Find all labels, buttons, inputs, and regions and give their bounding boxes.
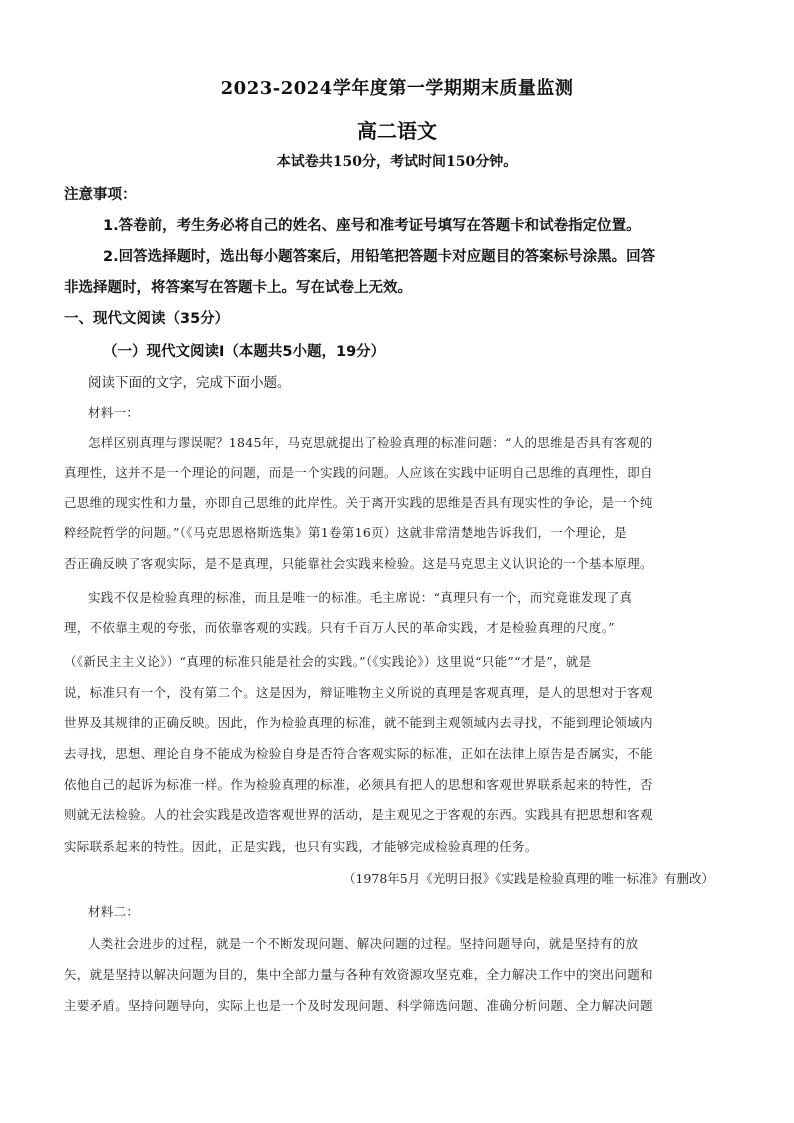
material-1-source: （1978年5月《光明日报》《实践是检验真理的唯一标准》有删改） <box>342 871 714 886</box>
material-2-line: 主要矛盾。坚持问题导向，实际上也是一个及时发现问题、科学筛选问题、准确分析问题、全力解决问题 <box>64 998 653 1013</box>
notice-heading: 注意事项： <box>64 187 137 203</box>
material-1-line: 说，标准只有一个，没有第二个。这是因为，辩证唯物主义所说的真理是客观真理，是人的思想对于客观 <box>64 685 653 700</box>
material-1-line: 去寻找，思想、理论自身不能成为检验自身是否符合客观实际的标准，正如在法律上原告是否属实，不能 <box>64 746 653 761</box>
subject-title: 高二语文 <box>357 119 437 143</box>
material-1-line: 否正确反映了客观实际，是不是真理，只能靠社会实践来检验。这是马克思主义认识论的一个基本原理。 <box>64 556 653 571</box>
material-1-line: （《新民主主义论》）“真理的标准只能是社会的实践。”（《实践论》）这里说“只能”“才是”，就是 <box>64 654 592 669</box>
material-1-line: 己思维的现实性和力量，亦即自己思维的此岸性。关于离开实践的思维是否具有现实性的争论，是一个纯 <box>64 495 653 510</box>
section-heading: 一、现代文阅读（35分） <box>64 311 230 327</box>
material-1-line: 真理性，这并不是一个理论的问题，而是一个实践的问题。人应该在实践中证明自己思维的真理性，即自 <box>64 465 653 480</box>
reading-instruction: 阅读下面的文字，完成下面小题。 <box>88 375 291 391</box>
material-1-line: 世界及其规律的正确反映。因此，作为检验真理的标准，就不能到主观领域内去寻找，不能到理论领域内 <box>64 715 653 730</box>
material-2-label: 材料二： <box>88 904 140 919</box>
notice-item-2-cont: 非选择题时，将答案写在答题卡上。写在试卷上无效。 <box>64 280 412 296</box>
subsection-heading: （一）现代文阅读Ⅰ（本题共5小题，19分） <box>103 344 386 360</box>
material-1-line: 依他自己的起诉为标准一样。作为检验真理的标准，必须具有把人的思想和客观世界联系起来的特性，否 <box>64 777 653 792</box>
material-1-line: 则就无法检验。人的社会实践是改造客观世界的活动，是主观见之于客观的东西。实践具有把思想和客观 <box>64 807 653 822</box>
material-1-line: 怎样区别真理与谬误呢？1845年，马克思就提出了检验真理的标准问题：“人的思维是否具有客观的 <box>88 435 653 450</box>
material-1-line: 粹经院哲学的问题。”（《马克思恩格斯选集》第1卷第16页）这就非常清楚地告诉我们，一个理论，是 <box>64 525 628 540</box>
material-2-line: 人类社会进步的过程，就是一个不断发现问题、解决问题的过程。坚持问题导向，就是坚持有的放 <box>88 936 639 951</box>
material-1-line: 理，不依靠主观的夸张，而依靠客观的实践。只有千百万人民的革命实践，才是检验真理的尺度。” <box>64 620 615 635</box>
exam-info: 本试卷共150分，考试时间150分钟。 <box>276 154 518 170</box>
material-1-line: 实践不仅是检验真理的标准，而且是唯一的标准。毛主席说：“真理只有一个，而究竟谁发现了真 <box>88 590 633 605</box>
notice-item-2: 2.回答选择题时，选出每小题答案后，用铅笔把答题卡对应题目的答案标号涂黑。回答 <box>103 249 656 265</box>
exam-title: 2023-2024学年度第一学期期末质量监测 <box>220 78 574 99</box>
material-1-line: 实际联系起来的特性。因此，正是实践，也只有实践，才能够完成检验真理的任务。 <box>64 839 538 854</box>
material-2-line: 矢，就是坚持以解决问题为目的，集中全部力量与各种有效资源攻坚克难，全力解决工作中的突出问题和 <box>64 967 653 982</box>
material-1-label: 材料一： <box>88 405 140 420</box>
notice-item-1: 1.答卷前，考生务必将自己的姓名、座号和准考证号填写在答题卡和试卷指定位置。 <box>103 218 641 234</box>
